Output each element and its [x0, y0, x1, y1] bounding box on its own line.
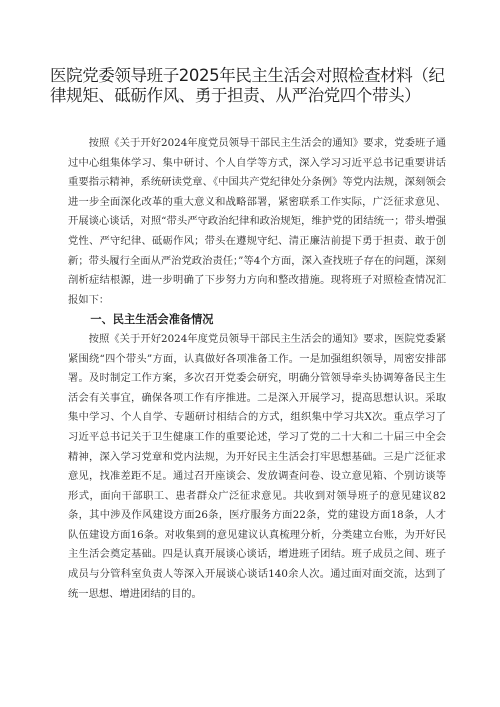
section-heading-preparation: 一、民主生活会准备情况 [90, 313, 214, 327]
document-body [68, 134, 446, 604]
document-title: 医院党委领导班子2025年民主生活会对照检查材料（纪律规矩、砥砺作风、勇于担责、从严治党四个带头） [50, 66, 445, 105]
intro-paragraph: 按照《关于开好2024年度党员领导干部民主生活会的通知》要求，党委班子通过中心组集体学习、集中研讨、个人自学等方式，深入学习习近平总书记重要讲话重要指示精神，系统研读党章、《中国共产党纪律处分条例》等党内法规，深刻领会进一步全面深化改革的重大意义和战略部署，紧密联系工作实际，广泛征求意见、开展谈心谈话，对照“带头严守政治纪律和政治规矩，维护党的团结统一；带头增强党性、严守纪律、砥砺作风；带头在遵规守纪、清正廉洁前提下勇于担责、敢于创新；带头履行全面从严治党政治责任；”等4个方面，深入查找班子存在的问题，深刻剖析症结根源，进一步明确了下步努力方向和整改措施。现将班子对照检查情况汇报如下： [68, 137, 446, 306]
preparation-paragraph: 按照《关于开好2024年度党员领导干部民主生活会的通知》要求，医院党委紧紧围绕“四个带头”方面，认真做好各项准备工作。一是加强组织领导，周密安排部署。及时制定工作方案，多次召开党委会研究，明确分管领导牵头协调筹备民主生活会有关事宜，确保各项工作有序推进。二是深入开展学习，提高思想认识。采取集中学习、个人自学、专题研讨相结合的方式，组织集中学习共X次。重点学习了习近平总书记关于卫生健康工作的重要论述，学习了党的二十大和二十届三中全会精神，深入学习党章和党内法规，为开好民主生活会打牢思想基础。三是广泛征求意见，找准差距不足。通过召开座谈会、发放调查问卷、设立意见箱、个别访谈等形式，面向干部职工、患者群众广泛征求意见。共收到对领导班子的意见建议82条，其中涉及作风建设方面26条，医疗服务方面22条，党的建设方面18条，人才队伍建设方面16条。对收集到的意见建议认真梳理分析，分类建立台账，为开好民主生活会奠定基础。四是认真开展谈心谈话，增进班子团结。班子成员之间、班子成员与分管科室负责人等深入开展谈心谈话140余人次。通过面对面交流，达到了统一思想、增进团结的目的。 [68, 332, 446, 600]
